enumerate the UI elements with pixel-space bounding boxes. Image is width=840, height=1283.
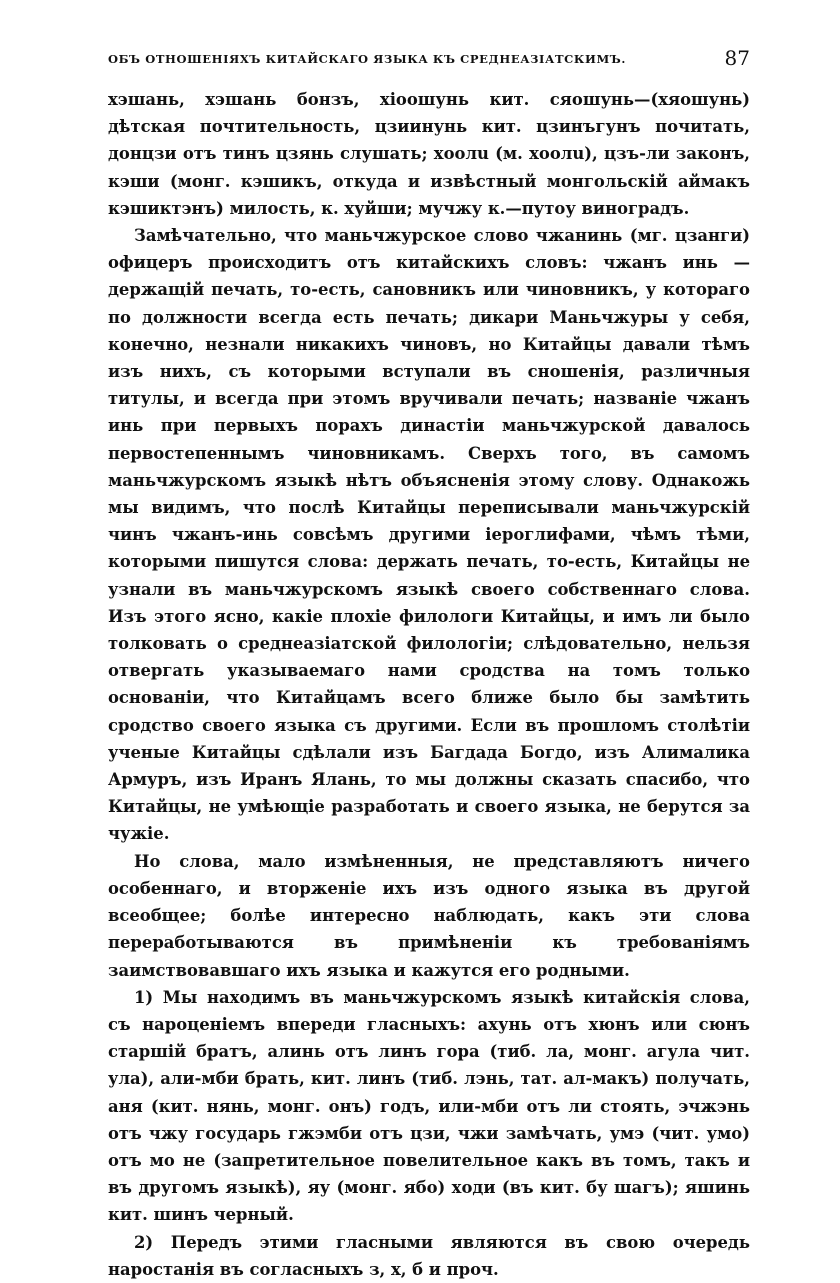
header-title: ОБЪ ОТНОШЕНІЯХЪ КИТАЙСКАГО ЯЗЫКА КЪ СРЕДНЕАЗІАТСКИМЪ. [108,52,626,66]
paragraph-3: Но слова, мало измѣненныя, не представляютъ ничего особеннаго, и вторженіе ихъ изъ одного языка въ другой всеобщее; болѣе интересно наблюдать, какъ эти слова переработываются въ примѣненіи къ требованіямъ заимствовавшаго ихъ языка и кажутся его родными. [108,851,750,980]
paragraph-2: Замѣчательно, что маньчжурское слово чжанинь (мг. цзанги) офицеръ происходитъ отъ китайскихъ словъ: чжанъ инь — держащій печать, то-есть, сановникъ или чиновникъ, у котораго по должности всегда есть печать; дикари Маньчжуры у себя, конечно, незнали никакихъ чиновъ, но Китайцы давали тѣмъ изъ нихъ, съ которыми вступали въ сношенія, различныя титулы, и всегда при этомъ вручивали печать; названіе чжанъ инь при первыхъ порахъ династіи маньчжурской давалось первостепеннымъ чиновникамъ. Сверхъ того, въ самомъ маньчжурскомъ языкѣ нѣтъ объясненія этому слову. Однакожь мы видимъ, что послѣ Китайцы переписывали маньчжурскій чинъ чжанъ-инь совсѣмъ другими іероглифами, чѣмъ тѣми, которыми пишутся слова: держать печать, то-есть, Китайцы не узнали въ маньчжурскомъ языкѣ своего собственнаго слова. Изъ этого ясно, какіе плохіе филологи Китайцы, и имъ ли было толковать о среднеазіатской филологіи; слѣдовательно, нельзя отвергать указываемаго нами сродства на томъ только основаніи, что Китайцамъ всего ближе было бы замѣтить сродство своего языка съ другими. Если въ прошломъ столѣтіи ученые Китайцы сдѣлали изъ Багдада Богдо, изъ Алималика Армуръ, изъ Иранъ Ялань, то мы должны сказать спасибо, что Китайцы, не умѣющіе разработать и своего языка, не берутся за чужіе. [108,226,750,844]
paragraph-1: хэшань, хэшань бонзъ, хіоошунь кит. сяошунь—(хяошунь) дѣтская почтительность, цзиинунь кит. цзинъгунъ почитать, донцзи отъ тинъ цзянь слушать; хоолu (м. хоолu), цзъ-ли законъ, кэши (монг. кэшикъ, откуда и извѣстный монгольскій аймакъ кэшиктэнъ) милость, к. хуйши; мучжу к.—путоу виноградъ. [108,90,750,218]
page-number: 87 [724,46,750,70]
running-header [108,44,750,86]
paragraph-5: 2) Передъ этими гласными являются въ свою очередь наростанія въ согласныхъ з, х, б и проч. [108,1232,750,1279]
paragraph-4: 1) Мы находимъ въ маньчжурскомъ языкѣ китайскія слова, съ нароценіемъ впереди гласныхъ: ахунь отъ хюнъ или сюнъ старшій братъ, алинь отъ линъ гора (тиб. ла, монг. агула чит. ула), али-мби брать, кит. линъ (тиб. лэнь, тат. ал-макъ) получать, аня (кит. нянь, монг. онъ) годъ, или-мби отъ ли стоять, эчжэнь отъ чжу государь гжэмби отъ цзи, чжи замѣчать, умэ (чит. умо) отъ мо не (запретительное повелительное какъ въ томъ, такъ и въ другомъ языкѣ), яу (монг. ябо) ходи (въ кит. бу шагъ); яшинь кит. шинъ черный. [108,987,750,1225]
book-page [108,44,750,1279]
